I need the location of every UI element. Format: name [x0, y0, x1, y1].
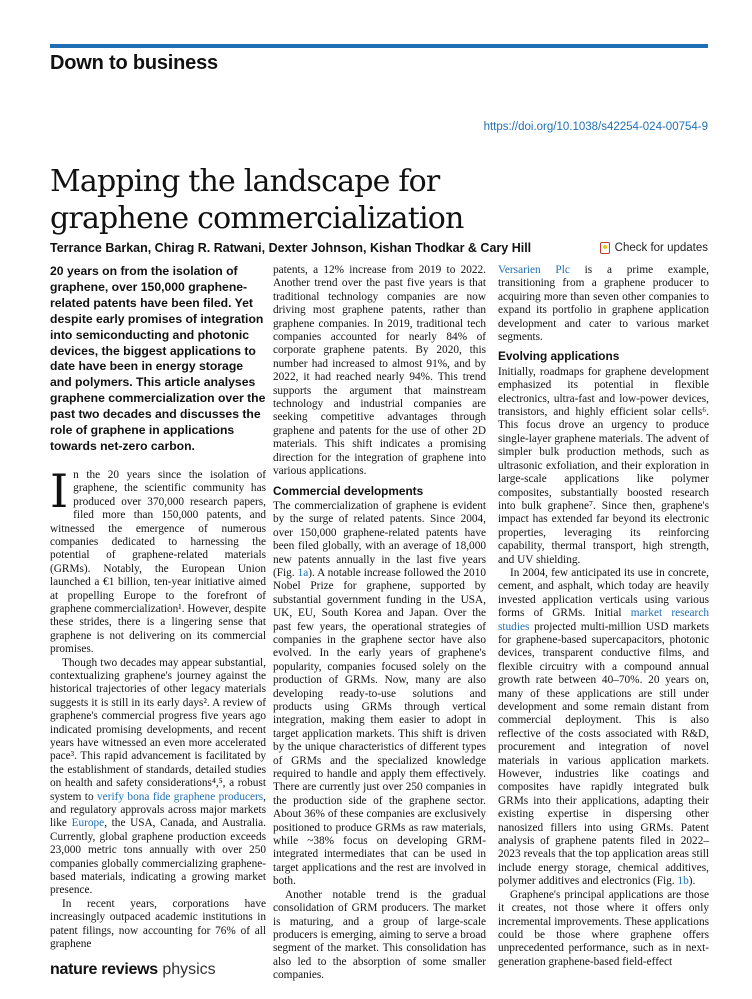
producers-link[interactable]: verify bona fide graphene producers	[97, 790, 264, 803]
title-line-1: Mapping the landscape for	[50, 164, 440, 200]
drop-cap: I	[50, 463, 69, 518]
section-heading: Evolving applications	[498, 349, 620, 364]
check-updates-icon	[600, 242, 610, 254]
column-1	[50, 264, 266, 952]
versarien-link[interactable]: Versarien Plc	[498, 264, 570, 276]
paragraph: Another notable trend is the gradual consolidation of GRM producers. The market is maturing, and a group of large-scale producers is emerging, aiming to serve a broad segment of the market. This consolidation has also led to the absorption of some smaller companies.	[273, 888, 486, 982]
paragraph: Though two decades may appear substantial, contextualizing graphene's journey against the historical trajectories of other legacy materials suggests it is still in its early days². A review of graphene's commercial progress five years ago indicated promising developments, and recent years have witnessed an even more accelerated pace³. This rapid advancement is facilitated by the establishment of standards, detailed studies on health and safety considerations⁴,⁵, a robust system to verify bona fide graphene producers, and regulatory approvals across major markets like Europe, the USA, Canada, and Australia. Currently, global graphene production exceeds 23,000 metric tons annually with over 250 companies globally commercializing graphene-based materials, indicating a growing market presence.	[50, 656, 267, 897]
paragraph: In recent years, corporations have increasingly outpaced academic institutions in patent filings, now accounting for 76% of all graphene	[50, 897, 266, 951]
column-3	[498, 264, 709, 969]
paragraph: The commercialization of graphene is evident by the surge of related patents. Since 2004, over 150,000 graphene-related patents have been filed globally, with an average of 18,000 new patents annually in the last five years (Fig. 1a). A notable increase followed the 2010 Nobel Prize for graphene, supported by substantial government funding in the USA, UK, EU, South Korea and Japan. Over the past few years, the operational strategies of companies in the graphene sector have also evolved. In the early years of graphene's popularity, companies focused solely on the production of GRMs. Now, many are also developing ready-to-use solutions and products using GRMs through vertical integration, making them easier to adopt in target application markets. This shift is driven by the unique characteristics of different types of GRMs and the specialized knowledge required to handle and apply them effectively. There are currently just over 250 companies in the production side of the graphene sector. About 36% of these companies are exclusively positioned to produce GRMs as raw materials, while ~38% focus on developing GRM-integrated intermediates that can be used in target applications and the rest are involved in both.	[273, 499, 487, 888]
paragraph: Initially, roadmaps for graphene development emphasized its potential in flexible electronics, ultra-fast and low-power devices, transistors, and highly efficient solar cells⁶. This focus drove an urgency to produce single-layer graphene materials. The advent of simpler bulk production methods, such as ultrasonic exfoliation, and their exploration in large-scale applications like polymer composites, substantially boosted research into bulk graphene⁷. Since then, graphene's impact has extended far beyond its electronic properties, leveraging its reinforcing capability, thermal transport, high strength, and UV shielding.	[498, 365, 709, 566]
journal-subject: physics	[162, 961, 216, 978]
figure-1a-link[interactable]: 1a	[297, 566, 309, 579]
column-2	[273, 264, 486, 983]
paragraph: Graphene's principal applications are those it creates, not those where it offers only incremental improvements. These applications could be those where graphene offers unprecedented performance, such as in next-generation graphene-based field-effect	[498, 888, 709, 968]
author-list: Terrance Barkan, Chirag R. Ratwani, Dexter Johnson, Kishan Thodkar & Cary Hill	[50, 241, 532, 255]
paragraph: In the 20 years since the isolation of graphene, the scientific community has produced over 370,000 research papers, filed more than 150,000 patents, and witnessed the emergence of numerous companies dedicated to harnessing the potential of graphene-related materials (GRMs). Notably, the European Union launched a €1 billion, ten-year initiative aimed at propelling Europe to the forefront of graphene commercialization¹. However, despite these strides, there is a lingering sense that graphene is not delivering on its commercial promises.	[50, 463, 266, 656]
check-updates-button[interactable]	[600, 242, 708, 254]
paragraph: In 2004, few anticipated its use in concrete, cement, and asphalt, which today are heavily invested application verticals using various forms of GRMs. Initial market research studies projected multi-million USD markets for graphene-based supercapacitors, photonic devices, transparent conductive films, and flexible circuitry with a compound annual growth rate between 40–70%. 20 years on, many of these applications are still under development and some remain distant from commercial deployment. This is also reflective of the costs associated with R&D, procurement and integration of novel materials in various application markets. However, industries like coatings and composites have rapidly integrated bulk GRMs into their applications, adapting their existing expertise in dispersing other nanosized fillers into using GRMs. Patent analysis of graphene patents filed in 2022–2023 reveals that the top application areas still include energy storage, chemical additives, polymer additives and electronics (Fig. 1b).	[498, 566, 709, 888]
title-line-2: graphene commercialization	[50, 201, 464, 237]
figure-1b-link[interactable]: 1b	[677, 875, 689, 888]
paragraph: patents, a 12% increase from 2019 to 2022. Another trend over the past five years is that traditional technology companies are now driving most graphene patents, rather than graphene companies. In 2019, traditional tech companies accounted for nearly 84% of corporate graphene patents. By 2020, this number had increased to almost 91%, and by 2022, it had reached nearly 94%. This trend supports the argument that mainstream technology and industrial companies are seeking competitive advantages through graphene and patents for the use of other 2D materials. This shift indicates a promising direction for the integration of graphene into various applications.	[273, 264, 486, 478]
article-title	[50, 163, 670, 237]
journal-name: nature reviews	[50, 961, 158, 978]
europe-link[interactable]: Europe	[71, 817, 105, 830]
doi-link[interactable]: https://doi.org/10.1038/s42254-024-00754-9	[483, 121, 708, 133]
paragraph: Versarien Plc is a prime example, transitioning from a graphene producer to acquiring more than seven other companies to expand its portfolio in graphene application development and cater to various market segments.	[498, 264, 709, 344]
section-heading: Commercial developments	[273, 483, 424, 498]
journal-logo	[50, 961, 216, 979]
market-research-link[interactable]: market research studies	[498, 607, 709, 633]
header-rule	[50, 44, 708, 48]
section-label: Down to business	[50, 52, 218, 74]
standfirst: 20 years on from the isolation of graphene, over 150,000 graphene-related patents have been filed. Yet despite early promises of integration into semiconducting and photonic devices, the biggest applications to date have been in energy storage and polymers. This article analyses graphene commercialization over the past two decades and discusses the role of graphene in applications towards net-zero carbon.	[50, 264, 266, 453]
check-updates-label: Check for updates	[614, 242, 708, 254]
